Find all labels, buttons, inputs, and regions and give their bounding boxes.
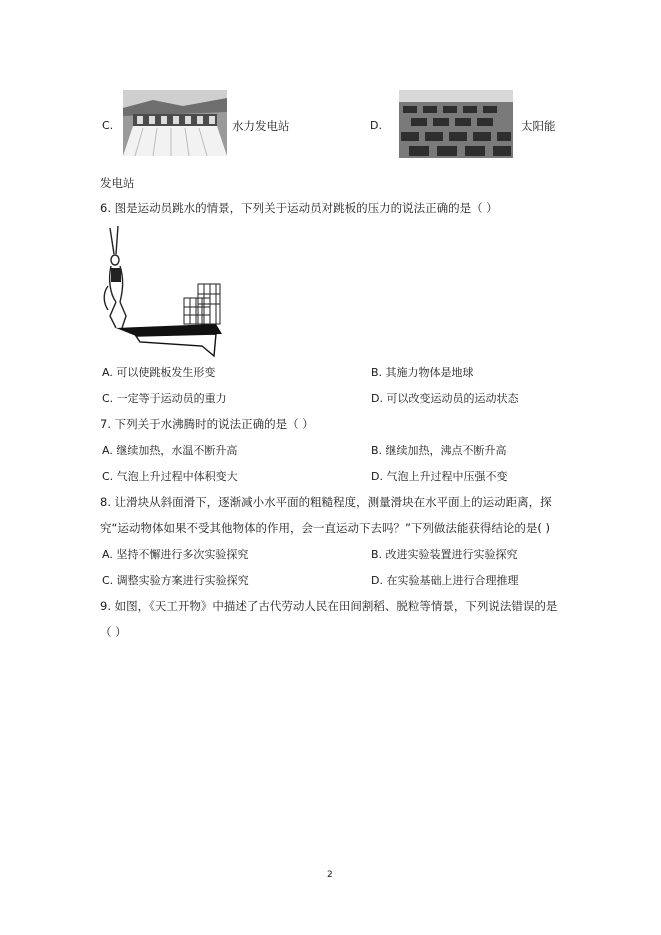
q7-option-c: C. 气泡上升过程中体积变大 (102, 470, 238, 483)
q6-stem: 6. 图是运动员跳水的情景，下列关于运动员对跳板的压力的说法正确的是（ ） (100, 201, 498, 215)
q5-option-c-letter: C. (102, 119, 114, 132)
q7-option-d: D. 气泡上升过程中压强不变 (371, 470, 508, 483)
q8-stem-line1: 8. 让滑块从斜面滑下，逐渐减小水平面的粗糙程度，测量滑块在水平面上的运动距离，探 (100, 495, 552, 509)
q6-option-b: B. 其施力物体是地球 (371, 366, 474, 379)
q9-stem-line2: （ ） (100, 625, 127, 639)
q7-stem: 7. 下列关于水沸腾时的说法正确的是（ ） (100, 417, 314, 431)
q5-option-d-letter: D. (370, 119, 382, 132)
q8-option-c: C. 调整实验方案进行实验探究 (102, 574, 249, 587)
q8-option-d: D. 在实验基础上进行合理推理 (371, 574, 519, 587)
solar-power-station-photo (399, 90, 513, 158)
q5-option-c-label: 水力发电站 (232, 119, 290, 133)
q5-option-d-label: 太阳能 (521, 119, 556, 133)
q6-option-c: C. 一定等于运动员的重力 (102, 392, 227, 405)
q6-option-d: D. 可以改变运动员的运动状态 (371, 392, 519, 405)
q7-option-a: A. 继续加热，水温不断升高 (102, 444, 238, 457)
q8-option-b: B. 改进实验装置进行实验探究 (371, 548, 518, 561)
q9-stem-line1: 9. 如图，《天工开物》中描述了古代劳动人民在田间割稻、脱粒等情景，下列说法错误的是 (100, 599, 558, 613)
hydropower-station-photo (123, 90, 227, 156)
diver-on-springboard-figure (96, 224, 226, 358)
q7-option-b: B. 继续加热，沸点不断升高 (371, 444, 507, 457)
q5-option-d-label-wrap: 发电站 (100, 176, 135, 190)
q8-stem-line2: 究“运动物体如果不受其他物体的作用，会一直运动下去吗？”下列做法能获得结论的是( ) (100, 521, 551, 535)
page-number: 2 (327, 870, 333, 880)
q6-option-a: A. 可以使跳板发生形变 (102, 366, 216, 379)
q8-option-a: A. 坚持不懈进行多次实验探究 (102, 548, 249, 561)
